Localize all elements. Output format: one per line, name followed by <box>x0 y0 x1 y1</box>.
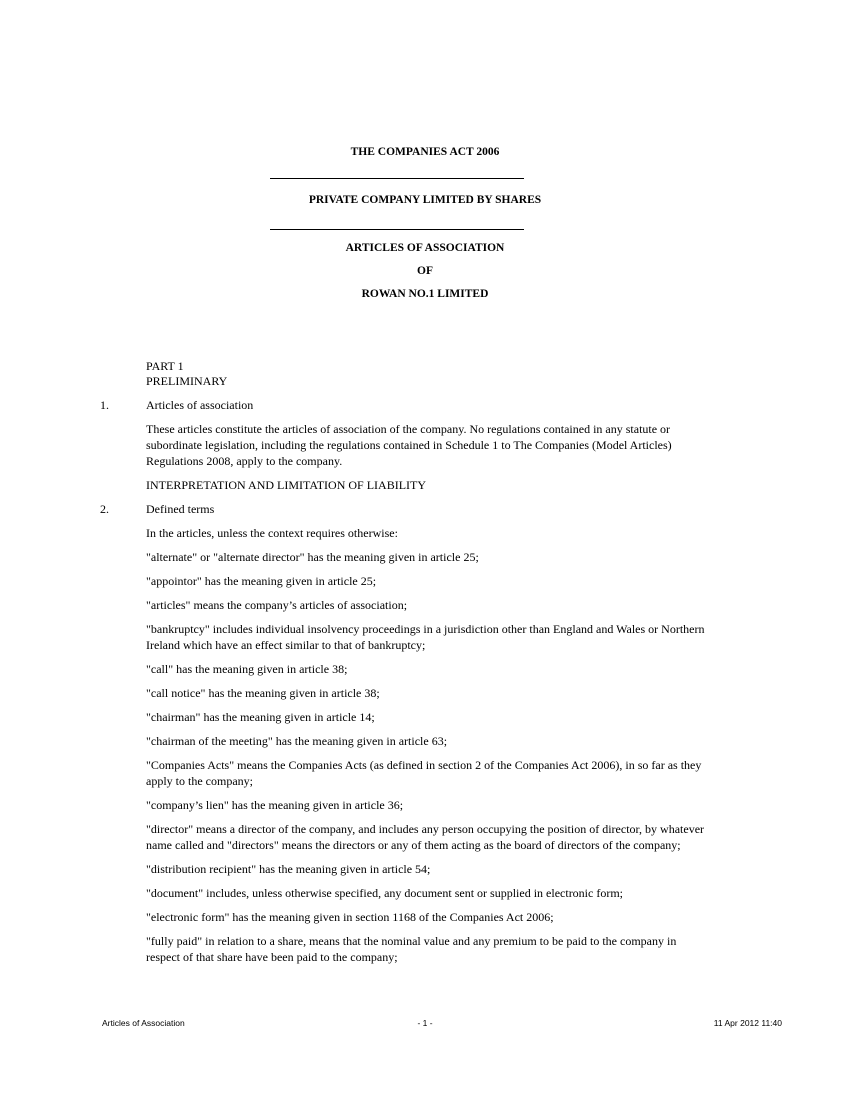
definition-item: "alternate" or "alternate director" has the meaning given in article 25; <box>146 550 479 564</box>
definition-item: "chairman of the meeting" has the meaning given in article 63; <box>146 734 448 748</box>
part-heading <box>146 359 227 389</box>
section-intro: In the articles, unless the context requires otherwise: <box>146 526 398 540</box>
part-name: PRELIMINARY <box>146 374 228 388</box>
divider-rule <box>270 229 524 230</box>
section-heading <box>100 397 706 413</box>
section-heading <box>100 501 706 517</box>
document-title: ARTICLES OF ASSOCIATION <box>345 242 505 254</box>
definition-item: "call notice" has the meaning given in article 38; <box>146 686 380 700</box>
definition-item: "distribution recipient" has the meaning given in article 54; <box>146 862 431 876</box>
section-number: 1. <box>100 398 109 412</box>
footer-left: Articles of Association <box>102 1018 185 1028</box>
company-name-title: ROWAN NO.1 LIMITED <box>361 288 489 300</box>
part-number: PART 1 <box>146 359 184 373</box>
definition-item: "call" has the meaning given in article 38; <box>146 662 348 676</box>
section-number: 2. <box>100 502 109 516</box>
footer-timestamp: 11 Apr 2012 11:40 <box>713 1018 782 1028</box>
definition-item: "document" includes, unless otherwise specified, any document sent or supplied in electronic form; <box>146 886 624 900</box>
section-title: Defined terms <box>146 502 215 516</box>
divider-rule <box>270 178 524 179</box>
definition-item: "chairman" has the meaning given in article 14; <box>146 710 375 724</box>
definition-item: "appointor" has the meaning given in article 25; <box>146 574 377 588</box>
section-paragraph: These articles constitute the articles of association of the company. No regulations contained in any statute or subordinate legislation, including the regulations contained in Schedule 1 to The Companies (Model Articles) Regulations 2008, apply to the company. <box>146 422 672 468</box>
definition-item: "company’s lien" has the meaning given in article 36; <box>146 798 404 812</box>
definition-item: "bankruptcy" includes individual insolvency proceedings in a jurisdiction other than England and Wales or Northern Ireland which have an effect similar to that of bankruptcy; <box>146 622 705 652</box>
definition-item: "articles" means the company’s articles of association; <box>146 598 408 612</box>
page-number: - 1 - <box>417 1018 433 1028</box>
definition-item: "electronic form" has the meaning given in section 1168 of the Companies Act 2006; <box>146 910 554 924</box>
act-title: THE COMPANIES ACT 2006 <box>350 146 500 158</box>
definition-item: "Companies Acts" means the Companies Acts (as defined in section 2 of the Companies Act 2006), in so far as they apply to the company; <box>146 758 702 788</box>
company-type-title: PRIVATE COMPANY LIMITED BY SHARES <box>308 194 542 206</box>
of-line: OF <box>417 265 433 277</box>
subheading: INTERPRETATION AND LIMITATION OF LIABILITY <box>146 478 427 492</box>
section-title: Articles of association <box>146 398 254 412</box>
document-body <box>100 397 706 973</box>
definition-item: "fully paid" in relation to a share, means that the nominal value and any premium to be paid to the company in respect of that share have been paid to the company; <box>146 934 677 964</box>
definition-item: "director" means a director of the company, and includes any person occupying the position of director, by whatever name called and "directors" means the directors or any of them acting as the board of directors of the company; <box>146 822 705 852</box>
